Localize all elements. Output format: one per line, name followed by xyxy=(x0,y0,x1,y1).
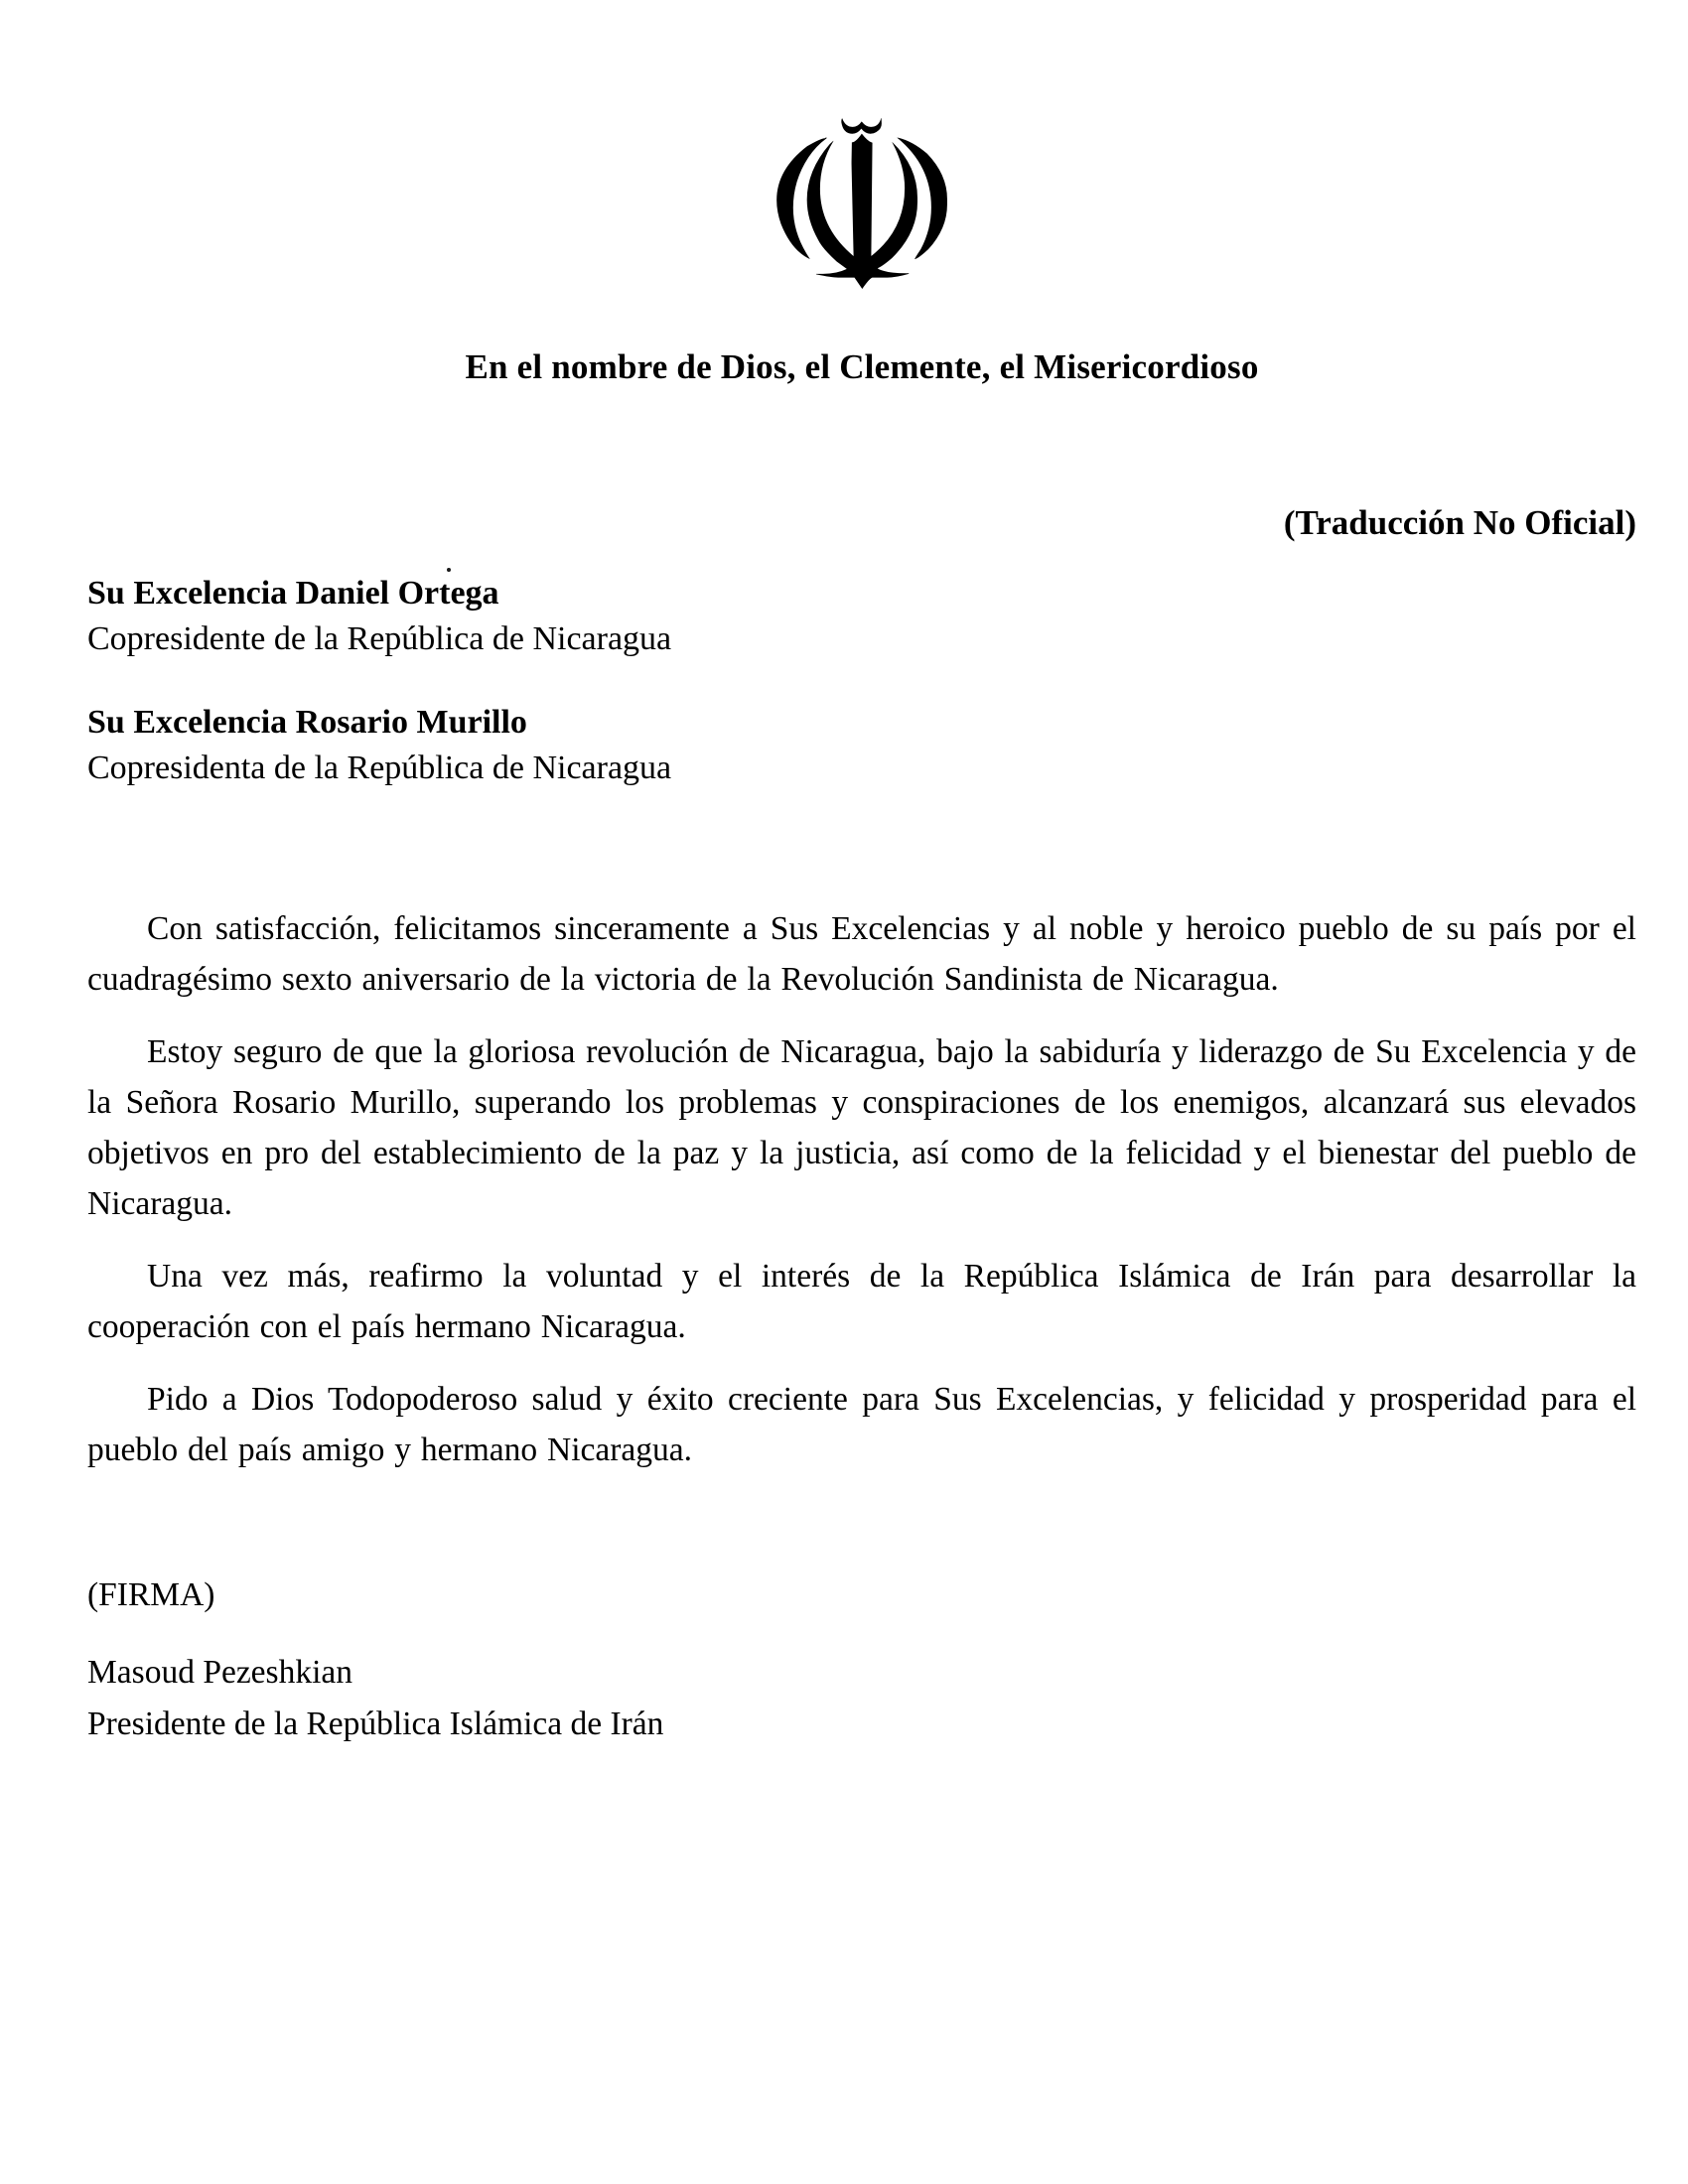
signature-firma: (FIRMA) xyxy=(87,1576,215,1613)
letter-paragraph: Pido a Dios Todopoderoso salud y éxito creciente para Sus Excelencias, y felicidad y prosperidad para el pueblo del país amigo y hermano Nicaragua. xyxy=(87,1381,1636,1468)
iran-emblem-icon: ☫ xyxy=(757,73,967,344)
recipient-title: Copresidenta de la República de Nicaragua xyxy=(87,750,672,786)
signature-name: Masoud Pezeshkian xyxy=(87,1654,353,1691)
scan-noise-speck xyxy=(447,568,451,572)
letter-body xyxy=(87,903,1636,1475)
letter-paragraph: Con satisfacción, felicitamos sinceramente a Sus Excelencias y al noble y heroico pueblo de su país por el cuadragésimo sexto aniversario de la victoria de la Revolución Sandinista de Nicaragua. xyxy=(87,910,1636,998)
bismillah-heading: En el nombre de Dios, el Clemente, el Misericordioso xyxy=(465,347,1259,386)
recipient-name: Su Excelencia Daniel Ortega xyxy=(87,575,499,612)
letter-paragraph: Estoy seguro de que la gloriosa revolución de Nicaragua, bajo la sabiduría y liderazgo de Su Excelencia y de la Señora Rosario Murillo, superando los problemas y conspiraciones de los enemigos, alcanzará sus elevados objetivos en pro del establecimiento de la paz y la justicia, así como de la felicidad y el bienestar del pueblo de Nicaragua. xyxy=(87,1033,1636,1222)
translation-note: (Traducción No Oficial) xyxy=(1283,503,1636,542)
recipient-block-ortega xyxy=(87,571,1636,662)
recipient-title: Copresidente de la República de Nicaragua xyxy=(87,620,672,657)
signature-title: Presidente de la República Islámica de Irán xyxy=(87,1706,664,1742)
letter-paragraph: Una vez más, reafirmo la voluntad y el interés de la República Islámica de Irán para desarrollar la cooperación con el país hermano Nicaragua. xyxy=(87,1258,1636,1345)
recipient-name: Su Excelencia Rosario Murillo xyxy=(87,704,527,741)
recipient-block-murillo xyxy=(87,700,1636,791)
